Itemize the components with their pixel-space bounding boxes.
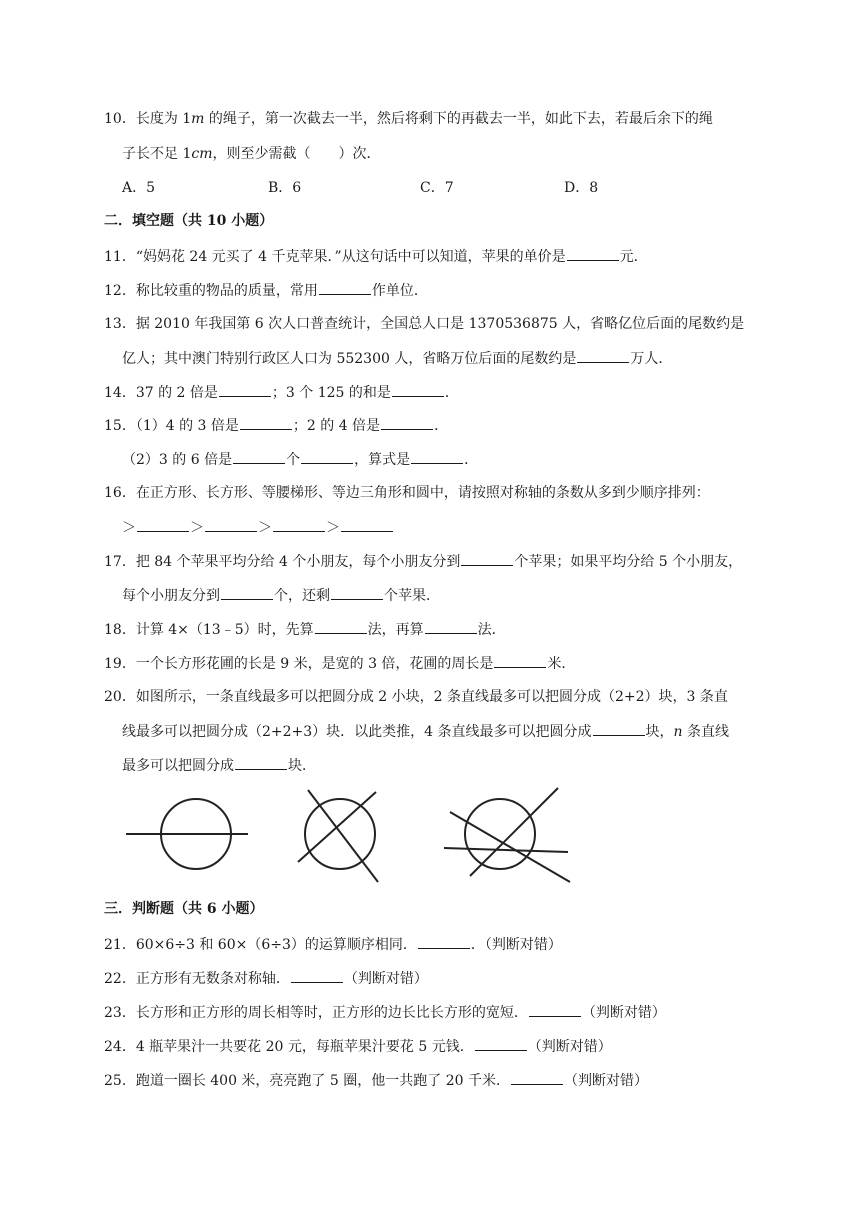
answer-blank[interactable] — [511, 1071, 563, 1085]
q11-unit: 元． — [619, 249, 648, 265]
question-25 — [104, 1071, 764, 1090]
question-20-line-2 — [122, 722, 782, 741]
q19-text: 19．一个长方形花圃的长是 9 米，是宽的 3 倍，花圃的周长是 — [104, 656, 494, 672]
unit-cm: cm — [191, 146, 213, 162]
answer-blank[interactable] — [235, 756, 287, 770]
answer-blank[interactable] — [425, 620, 477, 634]
q25-text: 25．跑道一圈长 400 米，亮亮跑了 5 圈，他一共跑了 20 千米． — [104, 1073, 510, 1089]
q21-text: 21．60×6÷3 和 60×（6÷3）的运算顺序相同． — [104, 937, 417, 953]
question-22 — [104, 969, 764, 988]
circle-three-lines — [465, 799, 535, 869]
q15-text-2: ；2 的 4 倍是 — [292, 418, 381, 434]
circle-lines-figure — [118, 782, 578, 886]
answer-blank[interactable] — [240, 416, 292, 430]
q24-text: 24．4 瓶苹果汁一共要花 20 元，每瓶苹果汁要花 5 元钱． — [104, 1039, 474, 1055]
answer-blank[interactable] — [593, 722, 645, 736]
question-14 — [104, 383, 764, 402]
q10-text-2: 子长不足 1 — [122, 146, 192, 162]
answer-blank[interactable] — [381, 416, 433, 430]
q20-text-2: 块， — [645, 724, 674, 740]
unit-m: m — [191, 111, 205, 127]
q15-tail-2: ． — [464, 452, 479, 468]
q14-text-2: ；3 个 125 的和是 — [271, 385, 391, 401]
q14-text: 14．37 的 2 倍是 — [104, 385, 218, 401]
question-20-line-1: 20．如图所示，一条直线最多可以把圆分成 2 小块，2 条直线最多可以把圆分成（2+2）块，3 条直 — [104, 689, 728, 705]
answer-blank[interactable] — [411, 450, 463, 464]
q12-text: 12．称比较重的物品的质量，常用 — [104, 283, 318, 299]
answer-blank[interactable] — [291, 969, 343, 983]
q12-tail: 作单位． — [371, 283, 428, 299]
q20-text-4: 最多可以把圆分成 — [122, 758, 234, 774]
answer-blank[interactable] — [461, 552, 513, 566]
answer-blank[interactable] — [233, 450, 285, 464]
q23-tail: （判断对错） — [581, 1005, 666, 1021]
q20-text: 线最多可以把圆分成（2+2+3）块．以此类推，4 条直线最多可以把圆分成 — [122, 724, 592, 740]
q15-text: 15．（1）4 的 3 倍是 — [104, 418, 239, 434]
section-fill-in-title: 二．填空题（共 10 小题） — [104, 213, 274, 229]
question-11 — [104, 247, 764, 266]
q10-text-cont: 的绳子，第一次截去一半，然后将剩下的再截去一半，如此下去，若最后余下的绳 — [204, 111, 713, 127]
answer-blank[interactable] — [331, 586, 383, 600]
q14-tail: ． — [444, 385, 459, 401]
question-10-line-2 — [122, 145, 782, 163]
q18-text: 18．计算 4×（13﹣5）时，先算 — [104, 622, 314, 638]
cut-line — [444, 848, 568, 852]
section-true-false-title: 三．判断题（共 6 小题） — [104, 901, 264, 917]
answer-blank[interactable] — [137, 518, 189, 532]
q20-text-3: 条直线 — [682, 724, 730, 740]
q22-text: 22．正方形有无数条对称轴． — [104, 971, 290, 987]
q21-tail: ．（判断对错） — [470, 937, 562, 953]
option-a[interactable]: A．5 — [122, 180, 156, 196]
question-17-line-2 — [122, 586, 782, 605]
question-10-options — [122, 179, 782, 197]
circle-two-lines — [305, 799, 375, 869]
q10-text: 10．长度为 1 — [104, 111, 192, 127]
answer-blank[interactable] — [567, 247, 619, 261]
answer-blank[interactable] — [475, 1037, 527, 1051]
q20-tail: 块． — [288, 758, 316, 774]
q11-text: 11．“妈妈花 24 元买了 4 千克苹果．”从这句话中可以知道，苹果的单价是 — [104, 249, 566, 265]
answer-blank[interactable] — [319, 281, 371, 295]
answer-blank[interactable] — [221, 586, 273, 600]
greater-than: ＞ — [326, 520, 340, 536]
question-20-line-3 — [122, 756, 782, 775]
question-17-line-1 — [104, 552, 764, 571]
q17-text-2: 个苹果；如果平均分给 5 个小朋友， — [514, 554, 743, 570]
q15-tail: ． — [434, 418, 449, 434]
q23-text: 23．长方形和正方形的周长相等时，正方形的边长比长方形的宽短． — [104, 1005, 528, 1021]
question-18 — [104, 620, 764, 639]
greater-than: ＞ — [190, 520, 204, 536]
q13-text: 亿人；其中澳门特别行政区人口为 552300 人，省略万位后面的尾数约是 — [122, 351, 577, 367]
answer-blank[interactable] — [392, 383, 444, 397]
q15-text-4: 个 — [286, 452, 301, 468]
variable-n: n — [673, 724, 683, 740]
answer-blank[interactable] — [315, 620, 367, 634]
q17-text: 17．把 84 个苹果平均分给 4 个小朋友，每个小朋友分到 — [104, 554, 461, 570]
question-12 — [104, 281, 764, 300]
q19-tail: 米． — [547, 656, 576, 672]
q18-tail: 法． — [477, 622, 506, 638]
q18-text-2: 法，再算 — [367, 622, 424, 638]
answer-blank[interactable] — [577, 349, 629, 363]
greater-than: ＞ — [258, 520, 272, 536]
answer-blank[interactable] — [494, 654, 546, 668]
q17-text-3: 每个小朋友分到 — [122, 588, 220, 604]
question-15-line-2 — [122, 450, 782, 469]
answer-blank[interactable] — [205, 518, 257, 532]
q10-text-2-cont: ，则至少需截（ ）次． — [212, 146, 381, 162]
answer-blank[interactable] — [301, 450, 353, 464]
option-d[interactable]: D．8 — [564, 180, 599, 196]
option-c[interactable]: C．7 — [420, 180, 454, 196]
question-21 — [104, 935, 764, 954]
question-16-line-2 — [122, 518, 782, 537]
answer-blank[interactable] — [529, 1003, 581, 1017]
question-15-line-1 — [104, 416, 764, 435]
q22-tail: （判断对错） — [343, 971, 428, 987]
q24-tail: （判断对错） — [527, 1039, 612, 1055]
answer-blank[interactable] — [273, 518, 325, 532]
question-10-line-1 — [104, 110, 764, 128]
question-19 — [104, 654, 764, 673]
cut-line — [298, 792, 376, 862]
q13-tail: 万人． — [630, 351, 673, 367]
q17-text-4: 个，还剩 — [274, 588, 330, 604]
q17-tail: 个苹果． — [384, 588, 440, 604]
answer-blank[interactable] — [219, 383, 271, 397]
question-13-line-1: 13．据 2010 年我国第 6 次人口普查统计，全国总人口是 1370536875 人，省略亿位后面的尾数约是 — [104, 316, 745, 332]
question-13-line-2 — [122, 349, 782, 368]
greater-than: ＞ — [122, 520, 136, 536]
question-16-line-1: 16．在正方形、长方形、等腰梯形、等边三角形和圆中，请按照对称轴的条数从多到少顺序排列： — [104, 485, 710, 501]
answer-blank[interactable] — [418, 935, 470, 949]
question-23 — [104, 1003, 764, 1022]
q25-tail: （判断对错） — [563, 1073, 648, 1089]
q15-text-5: ，算式是 — [354, 452, 411, 468]
question-24 — [104, 1037, 764, 1056]
q15-text-3: （2）3 的 6 倍是 — [122, 452, 233, 468]
option-b[interactable]: B．6 — [268, 180, 302, 196]
answer-blank[interactable] — [341, 518, 393, 532]
